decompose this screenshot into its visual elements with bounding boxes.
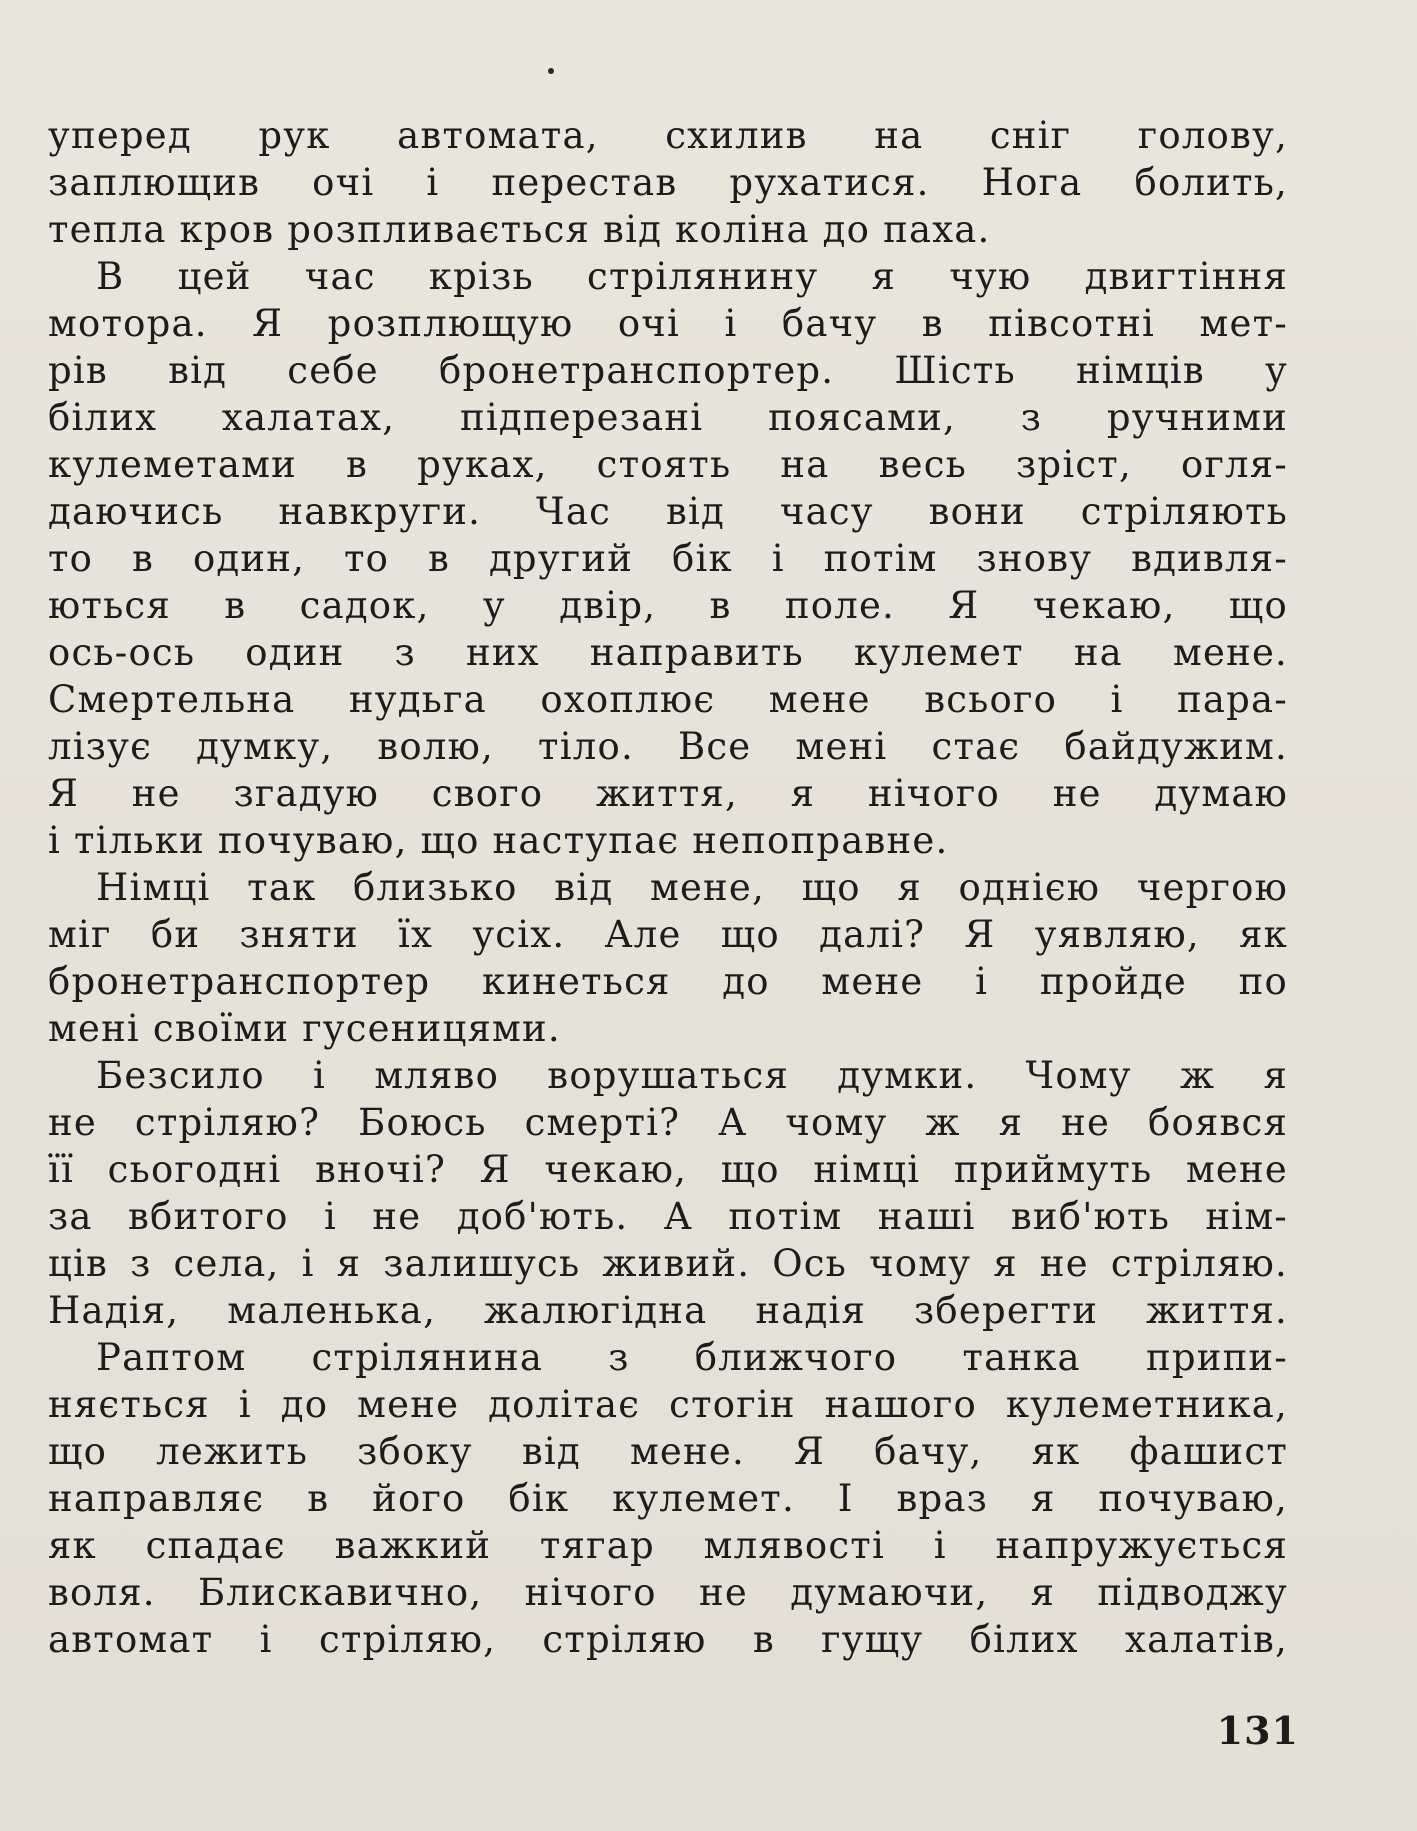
body-text [48,112,1288,1663]
text-line: міг би зняти їх усіх. Але що далі? Я уявляю, як [48,913,1288,956]
text-line: воля. Блискавично, нічого не думаючи, я підводжу [48,1571,1288,1614]
text-line: заплющив очі і перестав рухатися. Нога болить, [48,161,1288,204]
text-line: Німці так близько від мене, що я однією чергою [96,866,1288,909]
text-line: Безсило і мляво ворушаться думки. Чому ж я [96,1054,1288,1097]
text-line: ців з села, і я залишусь живий. Ось чому я не стріляю. [48,1242,1288,1285]
text-line: її сьогодні вночі? Я чекаю, що німці приймуть мене [48,1148,1288,1191]
text-line: направляє в його бік кулемет. І враз я почуваю, [48,1477,1288,1520]
text-line: не стріляю? Боюсь смерті? А чому ж я не боявся [48,1101,1288,1144]
text-line: Я не згадую свого життя, я нічого не думаю [48,772,1288,815]
text-line: ються в садок, у двір, в поле. Я чекаю, що [48,584,1288,627]
text-line: автомат і стріляю, стріляю в гущу білих халатів, [48,1618,1288,1661]
text-line: кулеметами в руках, стоять на весь зріст, огля- [48,443,1288,486]
text-line: даючись навкруги. Час від часу вони стріляють [48,490,1288,533]
text-line: Раптом стрілянина з ближчого танка припи- [96,1336,1288,1379]
text-line: няється і до мене долітає стогін нашого кулеметника, [48,1383,1288,1426]
text-line: ось-ось один з них направить кулемет на мене. [48,631,1288,674]
text-line: В цей час крізь стрілянину я чую двигтіння [96,255,1288,298]
text-line: бронетранспортер кинеться до мене і пройде по [48,960,1288,1003]
paragraph [48,864,1288,1052]
print-speck [548,68,554,74]
paragraph [48,1052,1288,1334]
text-line: лізує думку, волю, тіло. Все мені стає байдужим. [48,725,1288,768]
paragraph [48,1334,1288,1663]
text-line: Надія, маленька, жалюгідна надія зберегти життя. [48,1289,1288,1332]
page-number: 131 [1216,1708,1299,1753]
paragraph [48,253,1288,864]
text-line: уперед рук автомата, схилив на сніг голову, [48,114,1288,157]
text-line: мотора. Я розплющую очі і бачу в півсотні мет- [48,302,1288,345]
text-line: то в один, то в другий бік і потім знову вдивля- [48,537,1288,580]
text-line: тепла кров розпливається від коліна до паха. [48,208,991,251]
text-line: мені своїми гусеницями. [48,1007,561,1050]
paragraph [48,112,1288,253]
text-line: рів від себе бронетранспортер. Шість німців у [48,349,1288,392]
text-line: за вбитого і не доб'ють. А потім наші виб'ють нім- [48,1195,1288,1238]
text-line: Смертельна нудьга охоплює мене всього і пара- [48,678,1288,721]
text-line: що лежить збоку від мене. Я бачу, як фашист [48,1430,1288,1473]
text-line: як спадає важкий тягар млявості і напружується [48,1524,1288,1567]
text-line: і тільки почуваю, що наступає непоправне. [48,819,949,862]
text-line: білих халатах, підперезані поясами, з ручними [48,396,1288,439]
